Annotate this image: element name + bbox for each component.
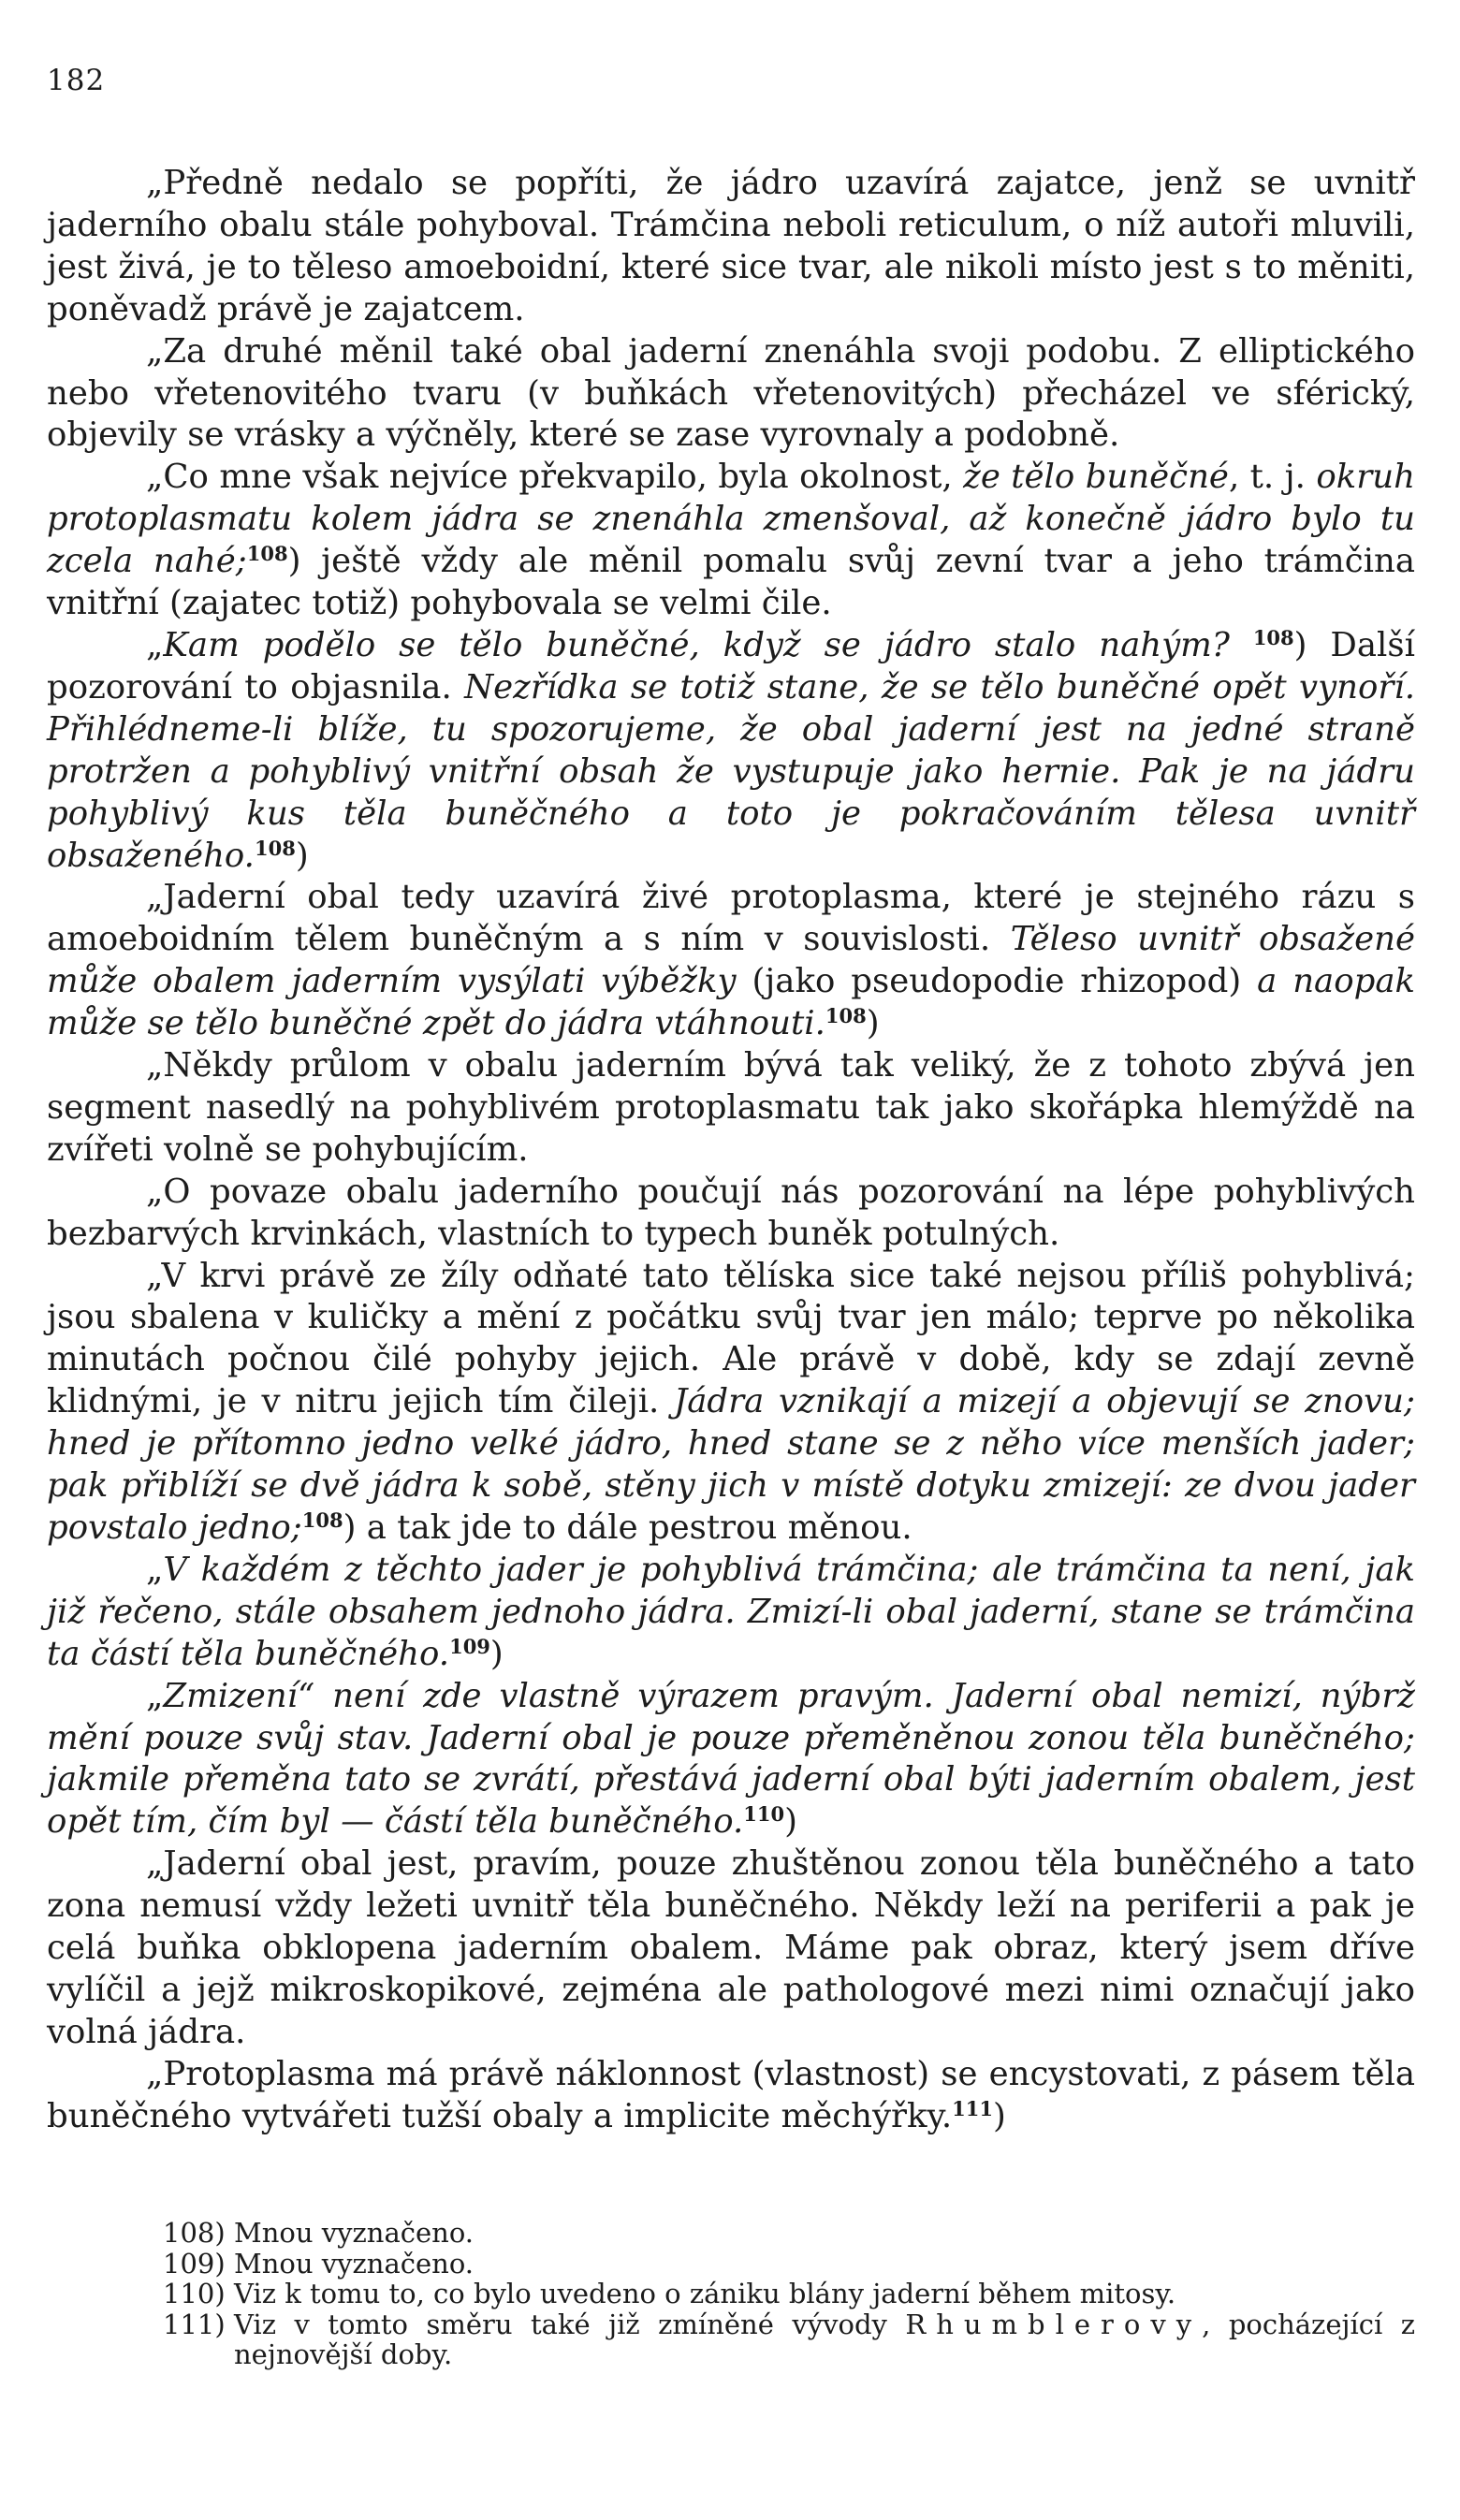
text-run (1230, 626, 1253, 664)
text-run: ) (992, 2096, 1006, 2135)
text-run: ) Další pozorování to objasnila. (47, 625, 1415, 706)
text-run: ) a tak jde to dále pestrou měnou. (343, 1508, 912, 1547)
paragraph (47, 1550, 1415, 1676)
footnotes (163, 2218, 1415, 2370)
footnote-mark: 109) (163, 2247, 226, 2280)
spaced-name: Rhumblerovy (905, 2308, 1203, 2340)
footnote-reference: 108 (1252, 625, 1294, 649)
text-run: (jako pseudopodie rhizopod) (736, 962, 1258, 1001)
footnote-reference: 108 (301, 1508, 343, 1532)
text-run: „Co mne však nejvíce překvapilo, byla okolnost, (146, 458, 964, 497)
paragraph (47, 2054, 1415, 2138)
emphasized-text: okruh protoplasmatu kolem jádra se znenáhla zmenšoval, až konečně jádro bylo tu zcela nahé; (47, 458, 1415, 581)
text-run: Viz k tomu to, co bylo uvedeno o zániku blány jaderní během mitosy. (234, 2278, 1176, 2309)
text-run: Mnou vyznačeno. (234, 2217, 474, 2249)
text-run: „Jaderní obal tedy uzavírá živé protoplasma, které je stejného rázu s amoeboidním tělem buněčným a s ním v souvislosti. (47, 878, 1415, 959)
paragraph (47, 625, 1415, 877)
emphasized-text: že tělo buněčné (963, 458, 1229, 497)
text-run: „O povaze obalu jaderního poučují nás pozorování na lépe pohyblivých bezbarvých krvinkách, vlastních to typech buněk potulných. (47, 1172, 1415, 1253)
emphasized-text: Kam podělo se tělo buněčné, když se jádro stalo nahým? (163, 625, 1230, 664)
footnote-reference: 108 (246, 542, 288, 566)
text-run: „Protoplasma má právě náklonnost (vlastnost) se encystovati, z pásem těla buněčného vytvářeti tužší obaly a implicite měchýřky. (47, 2054, 1415, 2135)
emphasized-text: Zmizení“ není zde vlastně výrazem pravým. Jaderní obal nemizí, nýbrž mění pouze svůj stav. Jaderní obal je pouze přeměněnou zonou těla buněčného; jakmile přeměna tato se zvrátí, přestává jaderní obal býti jaderním obalem, jest opět tím, čím byl — částí těla buněčného. (47, 1676, 1415, 1842)
body-text (47, 163, 1415, 2138)
emphasized-text: Nezřídka se totiž stane, že se tělo buněčné opět vynoří. Přihlédneme-li blíže, tu spozorujeme, že obal jaderní jest na jedné straně protržen a pohyblivý vnitřní obsah že vystupuje jako hernie. Pak je na jádru pohyblivý kus těla buněčného a toto je pokračováním tělesa uvnitř obsaženého. (47, 667, 1415, 875)
text-run: Mnou vyznačeno. (234, 2247, 474, 2280)
text-run: , pocházející z nejnovější doby. (234, 2308, 1416, 2370)
emphasized-text: Jádra vznikají a mizejí a objevují se znovu; hned je přítomno jedno velké jádro, hned stane se z něho více menších jader; pak přiblíží se dvě jádra k sobě, stěny jich v místě dotyku zmizejí: ze dvou jader povstalo jedno; (47, 1382, 1415, 1547)
paragraph (47, 877, 1415, 1045)
emphasized-text: V každém z těchto jader je pohyblivá trámčina; ale trámčina ta není, jak již řečeno, stále obsahem jednoho jádra. Zmizí-li obal jaderní, stane se trámčina ta částí těla buněčného. (47, 1550, 1415, 1673)
footnote-reference: 111 (952, 2096, 993, 2120)
footnote-mark: 111) (163, 2308, 226, 2340)
text-run: ) (784, 1802, 797, 1842)
text-run: „ (146, 1676, 164, 1715)
paragraph (47, 1045, 1415, 1172)
text-run: „Předně nedalo se popříti, že jádro uzavírá zajatce, jenž se uvnitř jaderního obalu stále pohyboval. Trámčina neboli reticulum, o níž autoři mluvili, jest živá, je to těleso amoeboidní, které sice tvar, ale nikoli místo jest s to měniti, poněvadž právě je zajatcem. (47, 164, 1415, 328)
text-run: , t. j. (1228, 458, 1317, 497)
page-number: 182 (47, 64, 106, 97)
footnote-reference: 109 (449, 1634, 490, 1658)
footnote-reference: 108 (254, 836, 296, 860)
text-run: „ (146, 1550, 164, 1589)
emphasized-text: Těleso uvnitř obsažené může obalem jaderním vysýlati výběžky (47, 920, 1416, 1001)
paragraph (47, 163, 1415, 331)
text-run: Viz v tomto směru také již zmíněné vývody (234, 2308, 906, 2340)
text-run: „V krvi právě ze žíly odňaté tato tělíska sice také nejsou příliš pohyblivá; jsou sbalena v kuličky a mění z počátku svůj tvar jen málo; teprve po několika minutách počnou čilé pohyby jejich. Ale právě v době, kdy se zdají zevně klidnými, je v nitru jejich tím čileji. (47, 1256, 1415, 1421)
text-run: „Jaderní obal jest, pravím, pouze zhuštěnou zonou těla buněčného a tato zona nemusí vždy ležeti uvnitř těla buněčného. Někdy leží na periferii a pak je celá buňka obklopena jaderním obalem. Máme pak obraz, který jsem dříve vylíčil a jejž mikroskopikové, zejména ale pathologové mezi nimi označují jako volná jádra. (47, 1844, 1415, 2051)
footnote (163, 2309, 1415, 2370)
text-run: ) (866, 1004, 880, 1043)
footnote-mark: 110) (163, 2278, 226, 2309)
footnote (163, 2218, 1415, 2249)
text-run: ) ještě vždy ale měnil pomalu svůj zevní tvar a jeho trámčina vnitřní (zajatec totiž) pohybovala se velmi čile. (47, 542, 1415, 623)
text-run: ) (489, 1634, 504, 1673)
paragraph (47, 1676, 1415, 1844)
text-run: ) (295, 836, 309, 875)
paragraph (47, 1843, 1415, 2054)
text-run: „Někdy průlom v obalu jaderním bývá tak veliký, že z tohoto zbývá jen segment nasedlý na pohyblivém protoplasmatu tak jako skořápka hlemýždě na zvířeti volně se pohybujícím. (47, 1046, 1415, 1169)
emphasized-text: a naopak může se tělo buněčné zpět do jádra vtáhnouti. (47, 962, 1415, 1043)
paragraph (47, 1256, 1415, 1550)
text-run: „Za druhé měnil také obal jaderní znenáhla svoji podobu. Z elliptického nebo vřetenovitého tvaru (v buňkách vřetenovitých) přecházel ve sférický, objevily se vrásky a výčněly, které se zase vyrovnaly a podobně. (47, 331, 1415, 455)
paragraph (47, 457, 1415, 625)
footnote-mark: 108) (163, 2217, 226, 2249)
footnote (163, 2279, 1415, 2309)
footnote-reference: 108 (825, 1004, 867, 1028)
text-run: „ (146, 625, 164, 664)
paragraph (47, 1172, 1415, 1256)
footnote-reference: 110 (743, 1802, 785, 1827)
paragraph (47, 331, 1415, 458)
footnote (163, 2249, 1415, 2280)
